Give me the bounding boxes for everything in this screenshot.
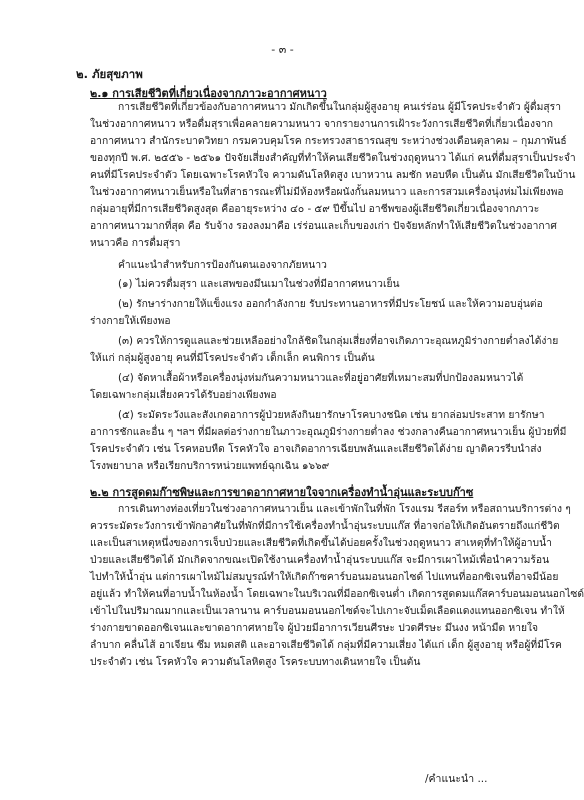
para2-line-8: ร่างกายขาดออกซิเจนและขาดอากาศหายใจ ผู้ป่วยมีอาการเวียนศีรษะ ปวดศีรษะ มึนงง หน้ามืด หายใจ	[90, 622, 539, 634]
para1-line-6: ในช่วงอากาศหนาวเย็นหรือในที่สาธารณะที่ไม่มีห้องหรือผนังกั้นลมหนาว และการสวมเครื่องนุ่งห่มไม่เพียงพอ	[90, 186, 564, 198]
para1-line-4: ของทุกปี พ.ศ. ๒๕๕๖ - ๒๕๖๑ ปัจจัยเสี่ยงสำคัญที่ทำให้คนเสียชีวิตในช่วงฤดูหนาว ได้แก่ คนที่ดื่มสุราเป็นประจำ	[90, 152, 576, 164]
advice-item-5-line-2: อาการชักและอื่น ๆ ฯลฯ ที่มีผลต่อร่างกายในภาวะอุณภูมิร่างกายต่ำลง ช่วงกลางคืนอากาศหนาวเย็น ผู้ป่วยที่มี	[90, 426, 567, 438]
para2-line-6: อยู่แล้ว ทำให้คนที่อาบน้ำในห้องน้ำ โดยเฉพาะในบริเวณที่มีออกซิเจนต่ำ เกิดการสูดดมแก๊สคาร์บอนมอนนอกไซด์	[90, 588, 584, 600]
para2-line-9: ลำบาก คลื่นไส้ อาเจียน ซึม หมดสติ และอาจเสียชีวิตได้ กลุ่มที่มีความเสี่ยง ได้แก่ เด็ก ผู้สูงอายุ หรือผู้ที่มีโรค	[90, 639, 562, 651]
para1-line-1: การเสียชีวิตที่เกี่ยวข้องกับอากาศหนาว มักเกิดขึ้นในกลุ่มผู้สูงอายุ คนเร่ร่อน ผู้มีโรคประจำตัว ผู้ดื่มสุรา	[118, 101, 561, 113]
para2-line-5: ไปทำให้น้ำอุ่น แต่การเผาไหม้ไม่สมบูรณ์ทำให้เกิดก๊าซคาร์บอนมอนนอกไซด์ ไปแทนที่ออกซิเจนที่อาจมีน้อย	[90, 571, 559, 583]
advice-item-3-line-1: (๓) ควรให้การดูแลและช่วยเหลืออย่างใกล้ชิดในกลุ่มเสี่ยงที่อาจเกิดภาวะอุณหภูมิร่างกายต่ำลงได้ง่าย	[118, 335, 559, 347]
advice-item-5-line-1: (๕) ระมัดระวังและสังเกตอาการผู้ป่วยหลังกินยารักษาโรคบางชนิด เช่น ยากล่อมประสาท ยารักษา	[118, 409, 545, 421]
para2-line-1: การเดินทางท่องเที่ยวในช่วงอากาศหนาวเย็น และเข้าพักในที่พัก โรงแรม รีสอร์ท หรือสถานบริการต่าง ๆ	[118, 503, 571, 515]
advice-item-4-line-2: โดยเฉพาะกลุ่มเสี่ยงควรได้รับอย่างเพียงพอ	[90, 389, 277, 401]
advice-item-3-line-2: ให้แก่ กลุ่มผู้สูงอายุ คนที่มีโรคประจำตัว เด็กเล็ก คนพิการ เป็นต้น	[90, 352, 375, 364]
advice-item-1: (๑) ไม่ควรดื่มสุรา และเสพของมึนเมาในช่วงที่มีอากาศหนาวเย็น	[118, 278, 400, 290]
advice-item-5-line-4: โรงพยาบาล หรือเรียกบริการหน่วยแพทย์ฉุกเฉิน ๑๖๖๙	[90, 460, 330, 472]
continuation-note: /คำแนะนำ ...	[425, 773, 488, 785]
advice-title: คำแนะนำสำหรับการป้องกันตนเองจากภัยหนาว	[118, 259, 327, 271]
section-title: ๒. ภัยสุขภาพ	[76, 67, 143, 81]
subsection-1-heading-text: ๒.๑ การเสียชีวิตที่เกี่ยวเนื่องจากภาวะอากาศหนาว	[90, 87, 327, 100]
advice-item-4-line-1: (๔) จัดหาเสื้อผ้าหรือเครื่องนุ่งห่มกันความหนาวและที่อยู่อาศัยที่เหมาะสมที่ปกป้องลมหนาวได้	[118, 372, 524, 384]
advice-item-2-line-1: (๒) รักษาร่างกายให้แข็งแรง ออกกำลังกาย รับประทานอาหารที่มีประโยชน์ และให้ความอบอุ่นต่อ	[118, 298, 543, 310]
para1-line-7: กลุ่มอายุที่มีการเสียชีวิตสูงสุด คืออายุระหว่าง ๔๐ - ๕๙ ปีขึ้นไป อาชีพของผู้เสียชีวิตเกี่ยวเนื่องจากภาวะ	[90, 203, 540, 215]
page-number: - ๓ -	[271, 43, 294, 56]
para2-line-7: เข้าไปในปริมาณมากและเป็นเวลานาน คาร์บอนมอนนอกไซด์จะไปเกาะจับเม็ดเลือดแดงแทนออกซิเจน ทำให้	[90, 605, 565, 617]
para2-line-4: ป่วยและเสียชีวิตได้ มักเกิดจากขณะเปิดใช้งานเครื่องทำน้ำอุ่นระบบแก๊ส จะมีการเผาไหม้เพื่อนำความร้อน	[90, 554, 550, 566]
para1-line-9: หนาวคือ การดื่มสุรา	[90, 237, 181, 249]
advice-item-2-line-2: ร่างกายให้เพียงพอ	[90, 315, 171, 327]
subsection-2-heading-text: ๒.๒ การสูดดมก๊าซพิษและการขาดอากาศหายใจจากเครื่องทำน้ำอุ่นและระบบก๊าซ	[90, 486, 474, 499]
para1-line-5: คนที่มีโรคประจำตัว โดยเฉพาะโรคหัวใจ ความดันโลหิตสูง เบาหวาน ลมชัก หอบหืด เป็นต้น มักเสียชีวิตในบ้าน	[90, 169, 576, 181]
para1-line-2: ในช่วงอากาศหนาว หรือดื่มสุราเพื่อคลายความหนาว จากรายงานการเฝ้าระวังการเสียชีวิตที่เกี่ยวเนื่องจาก	[90, 118, 554, 130]
para2-line-2: ควรระมัดระวังการเข้าพักอาศัยในที่พักที่มีการใช้เครื่องทำน้ำอุ่นระบบแก๊ส ที่อาจก่อให้เกิดอันตรายถึงแก่ชีวิต	[90, 520, 560, 532]
para2-line-10: ประจำตัว เช่น โรคหัวใจ ความดันโลหิตสูง โรคระบบทางเดินหายใจ เป็นต้น	[90, 656, 421, 668]
subsection-2-heading	[90, 483, 473, 501]
para2-line-3: และเป็นสาเหตุหนึ่งของการเจ็บป่วยและเสียชีวิตที่เกิดขึ้นได้บ่อยครั้งในช่วงฤดูหนาว สาเหตุที่ทำให้ผู้อาบน้ำ	[90, 537, 552, 549]
para1-line-8: อากาศหนาวมากที่สุด คือ รับจ้าง รองลงมาคือ เร่ร่อนและเก็บของเก่า ปัจจัยหลักทำให้เสียชีวิตในช่วงอากาศ	[90, 220, 557, 232]
advice-item-5-line-3: โรคประจำตัว เช่น โรคหอบหืด โรคหัวใจ อาจเกิดอาการเฉียบพลันและเสียชีวิตได้ง่าย ญาติควรรีบนำส่ง	[90, 443, 542, 455]
para1-line-3: อากาศหนาว สำนักระบาดวิทยา กรมควบคุมโรค กระทรวงสาธารณสุข ระหว่างช่วงเดือนตุลาคม – กุมภาพันธ์	[90, 135, 567, 147]
